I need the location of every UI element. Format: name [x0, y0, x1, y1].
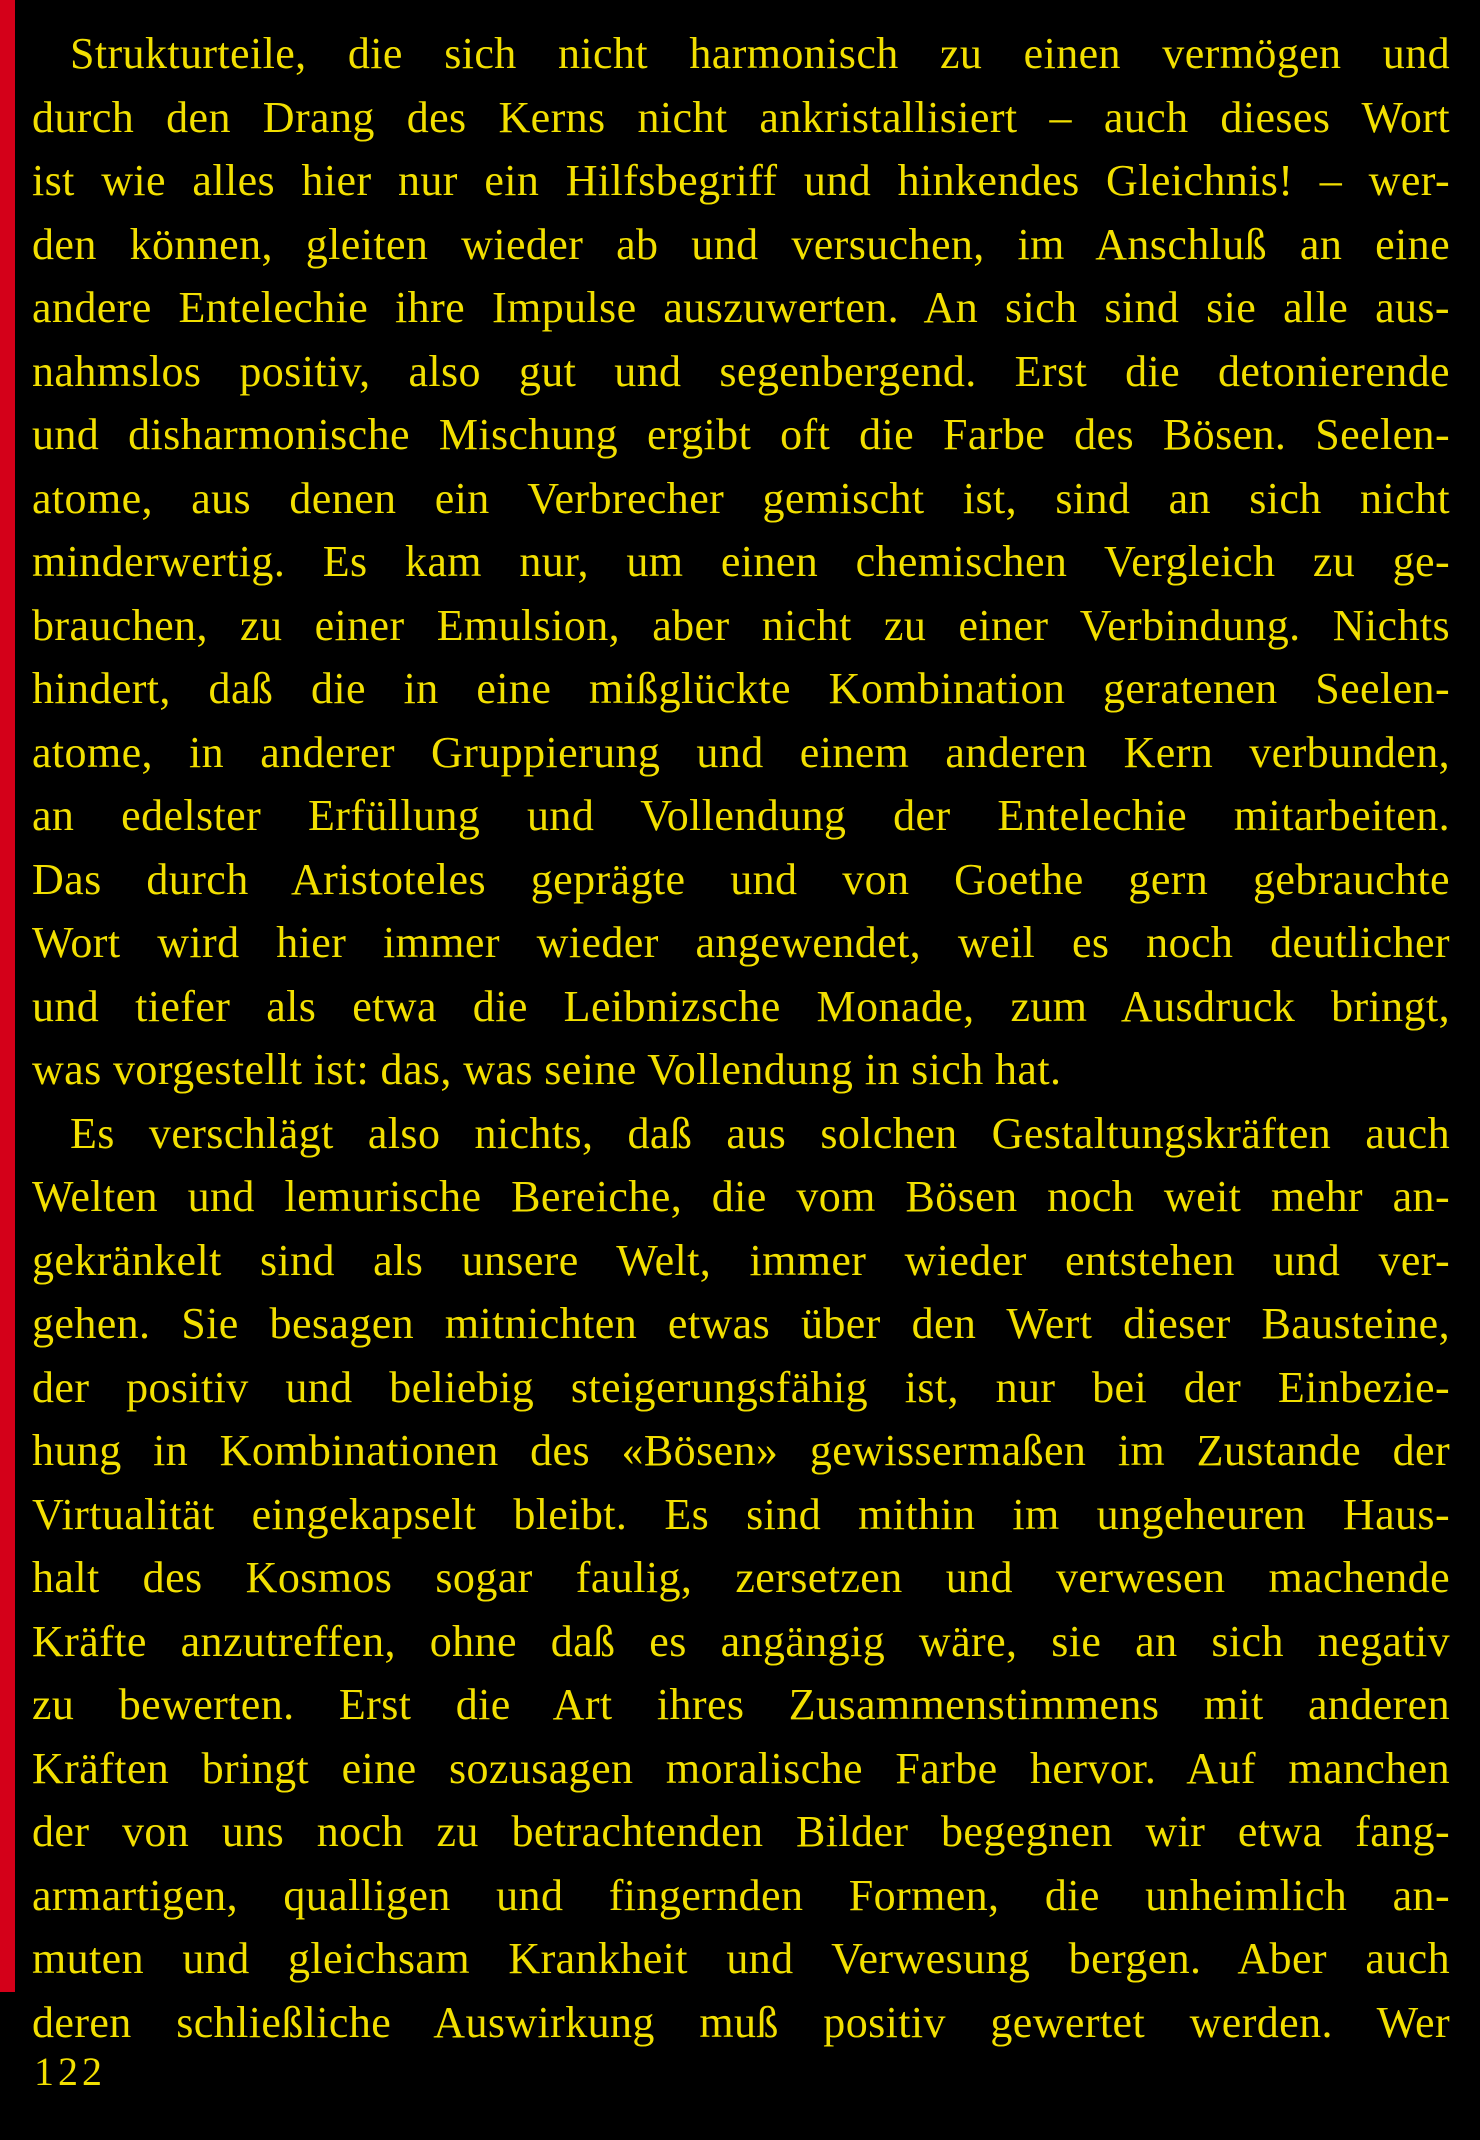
- text-line: Kräfte anzutreffen, ohne daß es angängig wäre, sie an sich negativ: [32, 1616, 1450, 1666]
- text-line: minderwertig. Es kam nur, um einen chemischen Vergleich zu ge-: [32, 537, 1450, 586]
- text-line: Kräften bringt eine sozusagen moralische Farbe hervor. Auf manchen: [32, 1743, 1450, 1793]
- text-line: den können, gleiten wieder ab und versuchen, im Anschluß an eine: [32, 219, 1450, 269]
- page-number: 122: [34, 2049, 106, 2094]
- red-margin-bar: [0, 0, 15, 1992]
- text-line: was vorgestellt ist: das, was seine Vollendung in sich hat.: [32, 1045, 1062, 1094]
- text-line: Das durch Aristoteles geprägte und von Goethe gern gebrauchte: [32, 854, 1450, 904]
- text-line: Welten und lemurische Bereiche, die vom Bösen noch weit mehr an-: [32, 1172, 1450, 1221]
- text-line: armartigen, qualligen und fingernden Formen, die unheimlich an-: [32, 1870, 1450, 1920]
- text-line: der von uns noch zu betrachtenden Bilder begegnen wir etwa fang-: [32, 1807, 1450, 1856]
- text-block: [32, 22, 1450, 2054]
- text-line: Es verschlägt also nichts, daß aus solchen Gestaltungskräften auch: [70, 1108, 1450, 1158]
- text-line: und disharmonische Mischung ergibt oft die Farbe des Bösen. Seelen-: [32, 410, 1450, 459]
- text-line: der positiv und beliebig steigerungsfähig ist, nur bei der Einbezie-: [32, 1362, 1450, 1412]
- text-line: hindert, daß die in eine mißglückte Kombination geratenen Seelen-: [32, 664, 1450, 713]
- text-line: atome, aus denen ein Verbrecher gemischt ist, sind an sich nicht: [32, 473, 1450, 523]
- text-line: Strukturteile, die sich nicht harmonisch zu einen vermögen und: [70, 29, 1450, 78]
- text-line: atome, in anderer Gruppierung und einem anderen Kern verbunden,: [32, 727, 1450, 777]
- text-line: gekränkelt sind als unsere Welt, immer wieder entstehen und ver-: [32, 1235, 1450, 1285]
- text-line: brauchen, zu einer Emulsion, aber nicht zu einer Verbindung. Nichts: [32, 600, 1450, 650]
- text-line: ist wie alles hier nur ein Hilfsbegriff und hinkendes Gleichnis! – wer-: [32, 156, 1450, 205]
- text-line: andere Entelechie ihre Impulse auszuwerten. An sich sind sie alle aus-: [32, 283, 1450, 332]
- text-line: zu bewerten. Erst die Art ihres Zusammenstimmens mit anderen: [32, 1680, 1450, 1729]
- text-line: durch den Drang des Kerns nicht ankristallisiert – auch dieses Wort: [32, 92, 1450, 142]
- text-line: halt des Kosmos sogar faulig, zersetzen und verwesen machende: [32, 1553, 1450, 1602]
- text-line: hung in Kombinationen des «Bösen» gewissermaßen im Zustande der: [32, 1426, 1450, 1475]
- text-line: Virtualität eingekapselt bleibt. Es sind mithin im ungeheuren Haus-: [32, 1489, 1450, 1539]
- text-line: gehen. Sie besagen mitnichten etwas über den Wert dieser Bausteine,: [32, 1299, 1450, 1348]
- text-line: deren schließliche Auswirkung muß positiv gewertet werden. Wer: [32, 1997, 1450, 2047]
- text-line: und tiefer als etwa die Leibnizsche Monade, zum Ausdruck bringt,: [32, 981, 1450, 1031]
- text-line: muten und gleichsam Krankheit und Verwesung bergen. Aber auch: [32, 1934, 1450, 1983]
- text-line: Wort wird hier immer wieder angewendet, weil es noch deutlicher: [32, 918, 1450, 967]
- text-line: nahmslos positiv, also gut und segenbergend. Erst die detonierende: [32, 346, 1450, 396]
- text-line: an edelster Erfüllung und Vollendung der Entelechie mitarbeiten.: [32, 791, 1450, 840]
